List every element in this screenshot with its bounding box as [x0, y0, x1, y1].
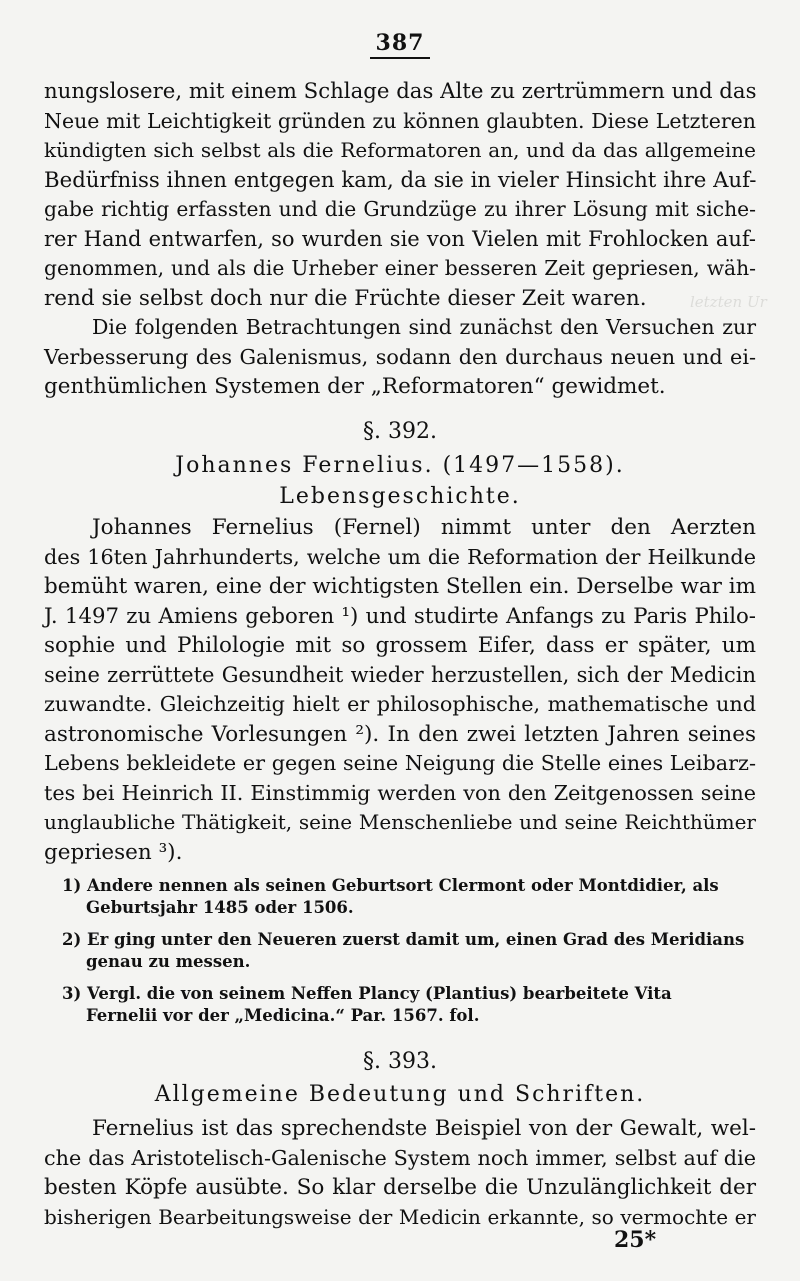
text-line: astronomische Vorlesungen ²). In den zwei letzten Jahren seines — [44, 721, 756, 747]
text-line: tes bei Heinrich II. Einstimmig werden von den Zeitgenossen seine — [44, 780, 756, 805]
significance-paragraph — [44, 1114, 756, 1232]
text-line: bisherigen Bearbeitungsweise der Medicin erkannte, so vermochte er — [44, 1204, 756, 1229]
footnote-2-continued: genau zu messen. — [86, 952, 251, 971]
text-line: che das Aristotelisch-Galenische System noch immer, selbst auf die — [44, 1145, 756, 1170]
section-393-number: §. 393. — [363, 1049, 437, 1074]
section-392-subtitle: Lebensgeschichte. — [279, 484, 521, 509]
text-line: unglaubliche Thätigkeit, seine Menschenliebe und seine Reichthümer — [44, 810, 756, 834]
footnotes — [62, 875, 758, 1027]
text-line: genthümlichen Systemen der „Reformatoren“ gewidmet. — [44, 374, 666, 399]
text-line: nungslosere, mit einem Schlage das Alte zu zertrümmern und das — [44, 79, 757, 104]
text-line: Die folgenden Betrachtungen sind zunächst den Versuchen zur — [92, 315, 756, 339]
text-line: kündigten sich selbst als die Reformatoren an, und da das allgemeine — [44, 138, 756, 162]
footnote-1-continued: Geburtsjahr 1485 oder 1506. — [86, 898, 354, 917]
section-392-title: Johannes Fernelius. (1497—1558). — [175, 453, 625, 478]
text-line: bemüht waren, eine der wichtigsten Stellen ein. Derselbe war im — [44, 574, 757, 599]
text-line: gepriesen ³). — [44, 839, 183, 865]
bleed-through-text: letzten Ur — [690, 293, 767, 311]
text-line: Fernelius ist das sprechendste Beispiel von der Gewalt, wel- — [92, 1116, 756, 1141]
text-line: zuwandte. Gleichzeitig hielt er philosophische, mathematische und — [44, 692, 756, 716]
footnote-1: 1) Andere nennen als seinen Geburtsort Clermont oder Montdidier, als — [62, 876, 719, 895]
footnote-3-continued: Fernelii vor der „Medicina.“ Par. 1567. fol. — [86, 1006, 480, 1025]
section-393-title: Allgemeine Bedeutung und Schriften. — [154, 1082, 646, 1107]
text-line: Lebens bekleidete er gegen seine Neigung die Stelle eines Leibarz- — [44, 751, 756, 775]
text-line: seine zerrüttete Gesundheit wieder herzustellen, sich der Medicin — [44, 662, 756, 687]
text-line: rer Hand entwarfen, so wurden sie von Vielen mit Frohlocken auf- — [44, 226, 756, 251]
text-line: Bedürfniss ihnen entgegen kam, da sie in vieler Hinsicht ihre Auf- — [44, 167, 757, 193]
biography-paragraph — [44, 513, 756, 867]
text-line: Neue mit Leichtigkeit gründen zu können glaubten. Diese Letzteren — [44, 108, 756, 133]
text-line: des 16ten Jahrhunderts, welche um die Reformation der Heilkunde — [44, 544, 756, 569]
footnote-2: 2) Er ging unter den Neueren zuerst damit um, einen Grad des Meridians — [62, 930, 745, 949]
text-line: rend sie selbst doch nur die Früchte dieser Zeit waren. — [44, 285, 647, 311]
printer-signature: 25* — [614, 1227, 657, 1253]
text-line: genommen, und als die Urheber einer besseren Zeit gepriesen, wäh- — [44, 256, 756, 280]
intro-paragraph — [44, 77, 756, 402]
text-line: Johannes Fernelius (Fernel) nimmt unter den Aerzten — [92, 515, 756, 540]
text-line: sophie und Philologie mit so grossem Eifer, dass er später, um — [44, 633, 756, 658]
footnote-3: 3) Vergl. die von seinem Neffen Plancy (Plantius) bearbeitete Vita — [62, 984, 672, 1003]
section-392-number: §. 392. — [363, 419, 437, 444]
page-number: 387 — [0, 30, 800, 59]
text-line: J. 1497 zu Amiens geboren ¹) und studirte Anfangs zu Paris Philo- — [44, 603, 756, 629]
text-line: gabe richtig erfassten und die Grundzüge zu ihrer Lösung mit siche- — [44, 197, 756, 221]
text-line: besten Köpfe ausübte. So klar derselbe die Unzulänglichkeit der — [44, 1175, 756, 1200]
text-line: Verbesserung des Galenismus, sodann den durchaus neuen und ei- — [44, 344, 756, 369]
